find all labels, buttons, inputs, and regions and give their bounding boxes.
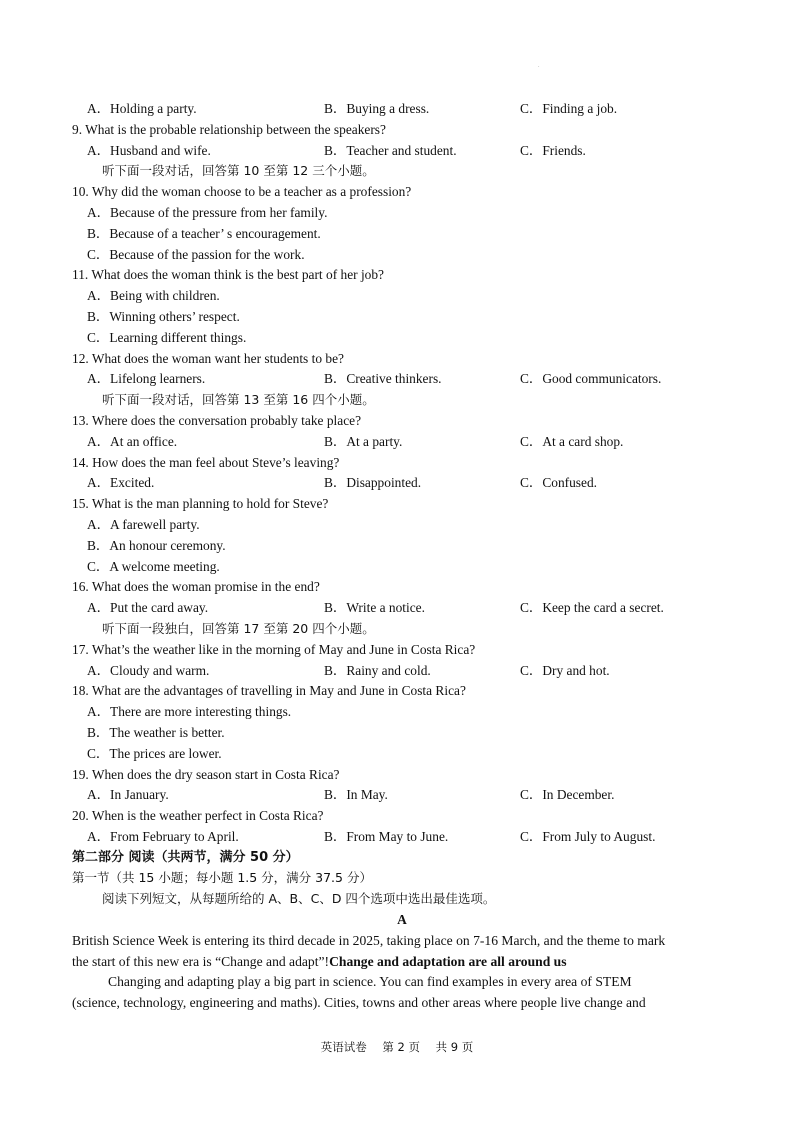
q8-option-c[interactable]: C．Finding a job. xyxy=(520,101,618,116)
q20-options xyxy=(72,827,732,848)
passage-line-2-text: the start of this new era is “Change and adapt”! xyxy=(72,953,330,969)
q14-option-a[interactable]: A．Excited. xyxy=(87,475,155,491)
q8-options xyxy=(72,99,732,120)
q18-option-c[interactable]: C．The prices are lower. xyxy=(87,745,222,761)
instruction-17-20: 听下面一段独白，回答第 17 至第 20 四个小题。 xyxy=(102,620,375,636)
q12-question: 12. What does the woman want her students to be? xyxy=(72,350,344,366)
q14-option-b[interactable]: B．Disappointed. xyxy=(324,475,422,491)
passage-heading: Change and adaptation are all around us xyxy=(329,953,567,969)
q20-option-a[interactable]: A．From February to April. xyxy=(87,828,239,844)
q10-question: 10. Why did the woman choose to be a teacher as a profession? xyxy=(72,184,412,200)
q18-question: 18. What are the advantages of travelling in May and June in Costa Rica? xyxy=(72,683,466,699)
footer-total: 共 9 页 xyxy=(435,1040,474,1054)
q11-option-c[interactable]: C．Learning different things. xyxy=(87,329,247,345)
instruction-10-12: 听下面一段对话，回答第 10 至第 12 三个小题。 xyxy=(102,163,375,179)
q15-question: 15. What is the man planning to hold for Steve? xyxy=(72,496,329,512)
q8-option-b[interactable]: B．Buying a dress. xyxy=(324,101,430,116)
q12-option-b[interactable]: B．Creative thinkers. xyxy=(324,371,442,387)
q17-option-c[interactable]: C．Dry and hot. xyxy=(520,662,610,678)
q12-option-a[interactable]: A．Lifelong learners. xyxy=(87,371,206,387)
q10-option-b[interactable]: B．Because of a teacher’ s encouragement. xyxy=(87,225,321,241)
q18-option-b[interactable]: B．The weather is better. xyxy=(87,724,225,740)
page-footer xyxy=(0,1039,794,1055)
q15-option-a[interactable]: A．A farewell party. xyxy=(87,516,200,532)
q12-options xyxy=(72,369,732,390)
q9-option-c[interactable]: C．Friends. xyxy=(520,142,586,158)
q15-option-c[interactable]: C．A welcome meeting. xyxy=(87,558,220,574)
q14-option-c[interactable]: C．Confused. xyxy=(520,475,597,491)
q16-options xyxy=(72,598,732,619)
q14-question: 14. How does the man feel about Steve’s leaving? xyxy=(72,454,340,470)
q9-options xyxy=(72,141,732,162)
passage-letter: A xyxy=(397,912,407,928)
q10-option-c[interactable]: C．Because of the passion for the work. xyxy=(87,246,305,262)
q16-question: 16. What does the woman promise in the end? xyxy=(72,579,320,595)
q9-question: 9. What is the probable relationship between the speakers? xyxy=(72,121,386,137)
footer-page: 第 2 页 xyxy=(382,1040,420,1054)
q11-question: 11. What does the woman think is the best part of her job? xyxy=(72,267,385,283)
header-mark: . xyxy=(538,63,540,69)
q17-option-b[interactable]: B．Rainy and cold. xyxy=(324,662,431,678)
q19-option-b[interactable]: B．In May. xyxy=(324,787,388,803)
q19-option-a[interactable]: A．In January. xyxy=(87,787,169,803)
reading-instruction: 阅读下列短文，从每题所给的 A、B、C、D 四个选项中选出最佳选项。 xyxy=(102,891,496,907)
q8-option-a[interactable]: A．Holding a party. xyxy=(87,101,197,116)
q17-question: 17. What’s the weather like in the morning of May and June in Costa Rica? xyxy=(72,641,476,657)
q13-options xyxy=(72,432,732,453)
q11-option-a[interactable]: A．Being with children. xyxy=(87,288,220,304)
q15-option-b[interactable]: B．An honour ceremony. xyxy=(87,537,226,553)
q13-option-c[interactable]: C．At a card shop. xyxy=(520,433,624,449)
passage-line-4: (science, technology, engineering and maths). Cities, towns and other areas where people live change and xyxy=(72,995,646,1011)
q11-option-b[interactable]: B．Winning others’ respect. xyxy=(87,308,240,324)
instruction-13-16: 听下面一段对话，回答第 13 至第 16 四个小题。 xyxy=(102,392,375,408)
q16-option-a[interactable]: A．Put the card away. xyxy=(87,600,209,616)
q10-option-a[interactable]: A．Because of the pressure from her family. xyxy=(87,204,328,220)
q13-option-a[interactable]: A．At an office. xyxy=(87,433,178,449)
section1-title: 第一节（共 15 小题；每小题 1.5 分，满分 37.5 分） xyxy=(72,870,372,886)
q20-question: 20. When is the weather perfect in Costa Rica? xyxy=(72,808,324,824)
q19-options xyxy=(72,785,732,806)
q20-option-c[interactable]: C．From July to August. xyxy=(520,828,656,844)
passage-line-3: Changing and adapting play a big part in science. You can find examples in every area of STEM xyxy=(108,974,632,990)
exam-content xyxy=(72,99,732,1014)
q13-option-b[interactable]: B．At a party. xyxy=(324,433,403,449)
q14-options xyxy=(72,473,732,494)
q20-option-b[interactable]: B．From May to June. xyxy=(324,828,449,844)
q13-question: 13. Where does the conversation probably take place? xyxy=(72,412,362,428)
passage-line-1: British Science Week is entering its third decade in 2025, taking place on 7-16 March, and the theme to mark xyxy=(72,932,666,948)
footer-subject: 英语试卷 xyxy=(320,1040,367,1054)
q9-option-b[interactable]: B．Teacher and student. xyxy=(324,142,457,158)
q16-option-b[interactable]: B．Write a notice. xyxy=(324,600,425,616)
q12-option-c[interactable]: C．Good communicators. xyxy=(520,371,662,387)
q19-question: 19. When does the dry season start in Costa Rica? xyxy=(72,766,340,782)
q19-option-c[interactable]: C．In December. xyxy=(520,787,615,803)
q18-option-a[interactable]: A．There are more interesting things. xyxy=(87,704,292,720)
q16-option-c[interactable]: C．Keep the card a secret. xyxy=(520,600,664,616)
part2-title: 第二部分 阅读（共两节，满分 50 分） xyxy=(72,849,299,865)
q17-option-a[interactable]: A．Cloudy and warm. xyxy=(87,662,210,678)
passage-line-2 xyxy=(72,952,732,973)
q17-options xyxy=(72,661,732,682)
q9-option-a[interactable]: A．Husband and wife. xyxy=(87,142,211,158)
